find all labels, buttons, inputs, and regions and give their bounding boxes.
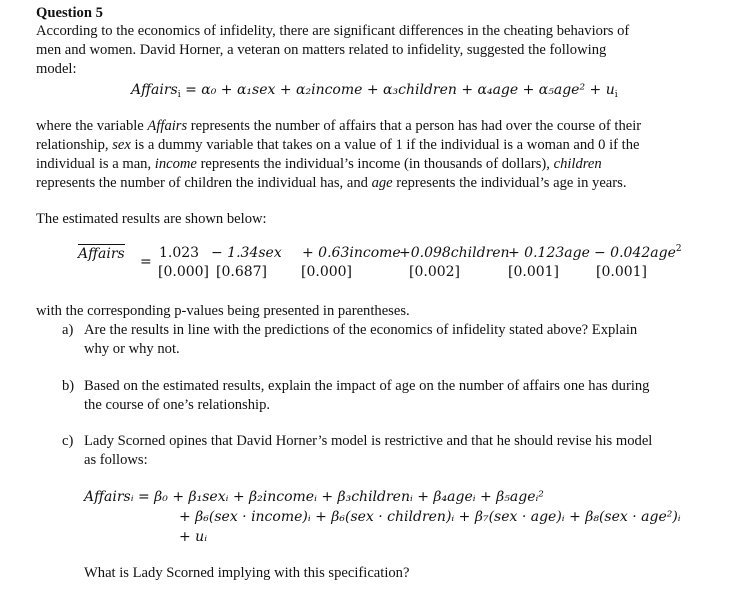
part-a-line-1: Are the results in line with the predictions of the economics of infidelity stated above? Explain <box>84 322 638 338</box>
pvalue-intercept: [0.000] <box>158 264 210 280</box>
pvalue-age-squared: [0.001] <box>596 264 648 280</box>
part-b-line-2: the course of one’s relationship. <box>84 397 271 413</box>
definition-line-2: relationship, sex is a dummy variable that takes on a value of 1 if the individual is a woman and 0 if the <box>36 137 640 153</box>
model2-line-2: + β₆(sex · income)ᵢ + β₆(sex · children)ᵢ + β₇(sex · age)ᵢ + β₈(sex · age²)ᵢ <box>179 509 681 525</box>
estimated-intro: The estimated results are shown below: <box>36 211 267 227</box>
intro-line-1: According to the economics of infidelity, there are significant differences in the cheating behaviors of <box>36 23 630 39</box>
definition-line-3: individual is a man, income represents the individual’s income (in thousands of dollars), children <box>36 156 602 172</box>
model2-line-3: + uᵢ <box>179 529 208 545</box>
coef-income: + 0.63income <box>302 245 401 261</box>
part-c-line-2: as follows: <box>84 452 148 468</box>
model-lhs: Affairs <box>131 82 178 98</box>
part-c-label: c) <box>62 433 74 449</box>
part-a-label: a) <box>62 322 74 338</box>
intro-line-2: men and women. David Horner, a veteran on matters related to infidelity, suggested the following <box>36 42 607 58</box>
model-rhs: = α₀ + α₁sex + α₂income + α₃children + α₄age + α₅age² + u <box>185 82 615 98</box>
part-b-label: b) <box>62 378 75 394</box>
coef-intercept: 1.023 <box>159 245 200 261</box>
pvalue-age: [0.001] <box>508 264 560 280</box>
definition-line-1: where the variable Affairs represents the number of affairs that a person has had over the course of their <box>36 118 642 134</box>
estimated-equals: = <box>140 254 152 270</box>
pvalue-children: [0.002] <box>409 264 461 280</box>
part-b-line-1: Based on the estimated results, explain the impact of age on the number of affairs one has during <box>84 378 650 394</box>
definition-line-4: represents the number of children the individual has, and age represents the individual’s age in years. <box>36 175 627 191</box>
estimated-lhs: Affairs <box>78 246 125 262</box>
pvalue-note: with the corresponding p-values being presented in parentheses. <box>36 303 410 319</box>
part-c-line-1: Lady Scorned opines that David Horner’s model is restrictive and that he should revise his model <box>84 433 653 449</box>
model2-line-1: Affairsᵢ = β₀ + β₁sexᵢ + β₂incomeᵢ + β₃childrenᵢ + β₄ageᵢ + β₅ageᵢ² <box>84 489 544 505</box>
part-c-question: What is Lady Scorned implying with this specification? <box>84 565 410 581</box>
part-a-line-2: why or why not. <box>84 341 180 357</box>
model-equation-1: Affairs$_i$ = α₀ + α₁sex + α₂income + α₃children + $\alpha_4age + \alpha_5age^2 + u_i$ <box>131 82 618 100</box>
coef-age: + 0.123age <box>508 245 590 261</box>
intro-line-3: model: <box>36 61 77 77</box>
pvalue-income: [0.000] <box>301 264 353 280</box>
coef-age-squared: − 0.042age$^2$ <box>594 244 682 261</box>
pvalue-sex: [0.687] <box>216 264 268 280</box>
coef-children: +0.098children <box>399 245 510 261</box>
question-title: Question 5 <box>36 5 103 21</box>
coef-sex: − 1.34sex <box>211 245 282 261</box>
